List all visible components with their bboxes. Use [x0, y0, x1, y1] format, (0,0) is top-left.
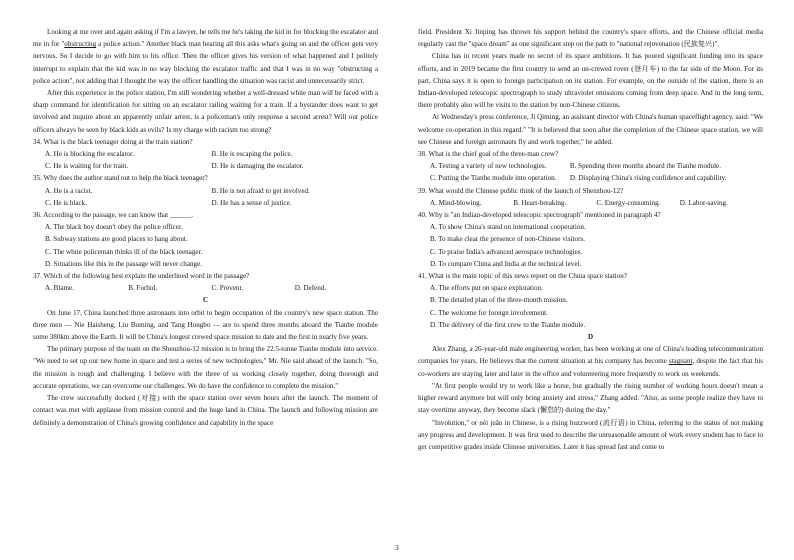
question-41: 41. What is the main topic of this news report on the China space station?	[418, 272, 627, 281]
right-column	[418, 26, 763, 453]
options-row	[33, 148, 378, 160]
question-35: 35. Why does the author stand out to help the black teenager?	[33, 174, 208, 183]
paragraph: After this experience in the police station, I'm still wondering whether a well-dressed white man will be faced with a sharp command for identification for sitting on an escalator railing waiting for a train. If a bystander does want to get involved and inquire about an apparently unfair arrest, is a policeman's only response a second arrest? Will our police officers always be seen by black kids as evils? Is my charge with racism too strong?	[33, 89, 378, 134]
underlined-word: obstructing	[64, 40, 97, 49]
options-row	[33, 282, 378, 294]
option: A. To show China's stand on international cooperation.	[430, 223, 586, 232]
option: A. He is a racist.	[45, 186, 93, 195]
option: C. The white policeman thinks ill of the black teenager.	[45, 247, 203, 256]
option: B. He is escaping the police.	[211, 150, 293, 159]
option: D. He is damaging the escalator.	[211, 162, 304, 171]
options-row	[418, 172, 763, 184]
option: D. Defend.	[294, 284, 327, 293]
option: B. Forbid.	[128, 284, 158, 293]
options-row	[33, 185, 378, 197]
options-row	[418, 160, 763, 172]
option: D. To compare China and India at the technical level.	[430, 259, 582, 268]
option: B. To make clear the presence of non-Chinese visitors.	[430, 235, 585, 244]
option: B. The detailed plan of the three-month mission.	[430, 296, 568, 305]
paragraph: The crew successfully docked (对接) with the space station over seven hours after the launch. The moment of contact was met with applause from mission control and the huge land in China. The launch and following mission are definitely a demonstration of China's growing confidence and capability in the space	[33, 394, 378, 427]
option: A. Blame.	[45, 284, 74, 293]
question-34: 34. What is the black teenager doing at the train station?	[33, 137, 193, 146]
paragraph: "Involution," or nèi juǎn in Chinese, is a rising buzzword (流行语) in China, referring to the status of not making any progress and development. It was first used to describe the unreasonable amount of work every student has to face to get competitive grades inside Chinese universities. Later it has spread fast and come to	[418, 418, 763, 451]
paragraph: Alex Zhang, a 26-year-old male engineering worker, has been working at one of China's leading telecommunication companies for years. He believes that the current situation at his company has become stagnant, despite the fact that his co-workers are staying later and later in the office and volunteering more frequently to work on weekends.	[418, 345, 763, 378]
option: C. Putting the Tianhe module into operation.	[430, 174, 557, 183]
option: D. Displaying China's rising confidence and capability.	[569, 174, 727, 183]
paragraph: Looking at me over and again asking if I'm a lawyer, he tells me he's taking the kid in for blocking the escalator and me in for "obstructing a police action." Another black man hearing all this asks what's going on and the officer gets very nervous. So I decide to go with him to his office. Then the officer gives his version of what happened and I politely interrupt to explain that the kid was in no way blocking the escalator traffic and that I was in no way "obstructing a police action", not adding that I thought the way the officer handling the situation was racist and unnecessarily strict.	[33, 28, 378, 85]
option: C. To praise India's advanced aerospace technologies.	[430, 247, 583, 256]
option: C. He is waiting for the train.	[45, 162, 129, 171]
option: B. Subway stations are good places to hang about.	[45, 235, 188, 244]
option: C. Energy-consuming.	[596, 198, 661, 207]
section-heading-d: D	[587, 333, 594, 342]
question-38: 38. What is the chief goal of the three-man crew?	[418, 150, 559, 159]
option: B. He is not afraid to get involved.	[211, 186, 310, 195]
option: B. Spending three months aboard the Tianhe module.	[569, 162, 721, 171]
option: D. He has a sense of justice.	[211, 198, 292, 207]
option: D. Labor-saving.	[679, 198, 728, 207]
question-37: 37. Which of the following best explain the underlined word in the passage?	[33, 272, 250, 281]
left-column	[33, 26, 378, 429]
option: D. The delivery of the first crew to the Tianhe module.	[430, 320, 586, 329]
option: A. Testing a variety of new technologies.	[430, 162, 547, 171]
underlined-word: stagnant	[668, 357, 693, 366]
option: C. He is black.	[45, 198, 87, 207]
page-number: 3	[395, 544, 399, 552]
paragraph: China has in recent years made no secret of its space ambitions. It has poured significant funding into its space efforts, and in 2019 became the first country to send an un-crewed rover (登月车) to the far side of the Moon. For its part, China says it is open to foreign participation on its station. For example, on the outside of the station, there is an Indian-developed telescopic spectrograph to study ultraviolet emissions coming from deep space. And in the long term, there probably also will be visits to the station by non-Chinese citizens.	[418, 52, 763, 110]
options-row	[33, 160, 378, 172]
paragraph: "At first people would try to work like a horse, but gradually the rising number of working hours doesn't mean a higher reward anymore but will only bring anxiety and stress," Zhang added. "Also, as some people realize they have to stay overtime anyway, they become slack (懈怠的) during the day."	[418, 381, 763, 415]
option: A. He is blocking the escalator.	[45, 150, 134, 159]
paragraph: At Wednesday's press conference, Ji Qiming, an assistant director with China's human spaceflight agency, said: "We welcome co-operation in this regard." "It is believed that soon after the completion of the Chinese space station, we will see Chinese and foreign astronauts fly and work together," he added.	[418, 113, 763, 146]
option: A. The black boy doesn't obey the police officer.	[45, 223, 183, 232]
options-row	[418, 197, 763, 209]
question-36: 36. According to the passage, we can know that ______.	[33, 211, 193, 220]
question-39: 39. What would the Chinese public think of the launch of Shenzhou-12?	[418, 186, 624, 195]
paragraph: field. President Xi Jinping has thrown his support behind the country's space efforts, and the Chinese official media regularly cast the "space dream" as one significant step on the path to "national rejuvenation (民族复兴)".	[418, 28, 763, 49]
paragraph: The primary purpose of the team on the Shenzhou-12 mission is to bring the 22.5-tonne Tianhe module into service. "We need to set up our new home in space and test a series of new technologies," Mr. Nie said ahead of the launch. "So, the mission is tough and challenging. I believe with the three of us working closely together, doing thorough and accurate operations, we can overcome our challenges. We do have the confidence to complete the mission."	[33, 345, 378, 390]
question-40: 40. Why is "an Indian-developed telescopic spectrograph" mentioned in paragraph 4?	[418, 211, 661, 220]
option: B. Heart-breaking.	[513, 198, 567, 207]
paragraph: On June 17, China launched three astronauts into orbit to begin occupation of the country's new space station. The three men — Nie Haisheng, Liu Boming, and Tang Hongbo — are to spend three months aboard the Tianhe module some 380km above the Earth. It will be China's longest crewed space mission to date and the first in nearly five years.	[33, 308, 378, 342]
option: C. The welcome for foreign involvement.	[430, 308, 548, 317]
option: D. Situations like this in the passage will never change.	[45, 259, 203, 268]
option: C. Prevent.	[211, 284, 244, 293]
option: A. The efforts put on space exploration.	[430, 284, 543, 293]
options-row	[33, 197, 378, 209]
option: A. Mind-blowing.	[430, 198, 482, 207]
section-heading-c: C	[202, 296, 209, 305]
